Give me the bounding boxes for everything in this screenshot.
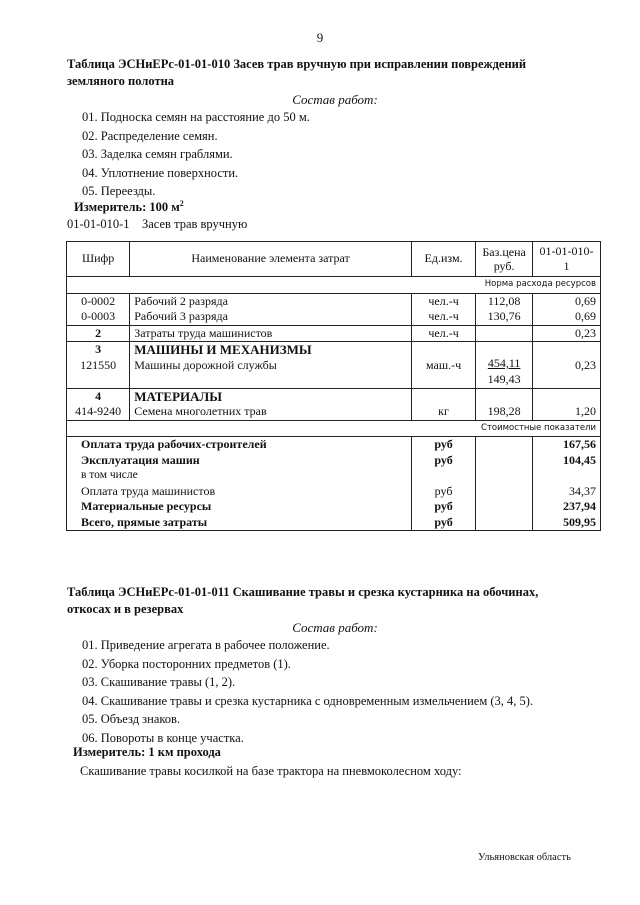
work-item: 01. Подноска семян на расстояние до 50 м. xyxy=(82,110,310,124)
norm-label: Норма расхода ресурсов xyxy=(67,277,601,294)
section-code: 4 xyxy=(67,388,130,404)
header-price: Баз.цена руб. xyxy=(476,242,533,277)
cost-value: 509,95 xyxy=(533,515,601,531)
cost-row xyxy=(67,437,601,453)
work-item: 03. Скашивание травы (1, 2). xyxy=(82,675,236,689)
cost-name: в том числе xyxy=(67,468,412,484)
table-row xyxy=(67,309,601,325)
cost-value: 237,94 xyxy=(533,499,601,515)
resource-table xyxy=(66,241,601,531)
cost-price-empty xyxy=(476,468,533,484)
table2-title: Таблица ЭСНиЕРс-01-01-011 Скашивание травы и срезка кустарника на обочинах, откосах и в резервах xyxy=(67,585,539,616)
table1-sostav-label: Состав работ: xyxy=(292,92,378,107)
table2-sostav-label: Состав работ: xyxy=(292,620,378,635)
cost-unit: руб xyxy=(411,453,475,469)
table-header-row xyxy=(67,242,601,277)
cost-value xyxy=(533,468,601,484)
header-value: 01-01-010-1 xyxy=(533,242,601,277)
cost-unit: руб xyxy=(411,515,475,531)
row-value: 0,23 xyxy=(533,325,601,342)
row-value: 1,20 xyxy=(533,388,601,420)
cost-unit xyxy=(411,468,475,484)
row-price: 198,28 xyxy=(476,388,533,420)
row-code: 2 xyxy=(67,325,130,342)
cost-row xyxy=(67,484,601,500)
row-code: 0-0002 xyxy=(67,293,130,309)
row-code: 0-0003 xyxy=(67,309,130,325)
work-item: 01. Приведение агрегата в рабочее положение. xyxy=(82,638,330,652)
section-code: 3 xyxy=(67,342,130,358)
cost-price-empty xyxy=(476,515,533,531)
cost-unit: руб xyxy=(411,484,475,500)
norm-label-row xyxy=(67,277,601,294)
header-code: Шифр xyxy=(67,242,130,277)
meter-label: Измеритель: 100 м xyxy=(74,200,180,215)
section-row xyxy=(67,388,601,404)
section-row xyxy=(67,342,601,358)
work-item: 04. Уплотнение поверхности. xyxy=(82,165,239,180)
section-name: МАШИНЫ И МЕХАНИЗМЫ xyxy=(130,342,412,358)
table1-code-line: 01-01-010-1 Засев трав вручную xyxy=(67,217,248,231)
header-unit: Ед.изм. xyxy=(411,242,475,277)
row-unit: маш.-ч xyxy=(411,342,475,389)
work-item: 05. Переезды. xyxy=(82,184,156,198)
table2-meter: Измеритель: 1 км прохода xyxy=(73,745,221,759)
row-price xyxy=(476,325,533,342)
table1-title: Таблица ЭСНиЕРс-01-01-010 Засев трав вручную при исправлении повреждений земляного полотна xyxy=(67,57,527,88)
cost-label: Стоимостные показатели xyxy=(67,420,601,437)
row-unit: чел.-ч xyxy=(411,293,475,309)
cost-label-row xyxy=(67,420,601,437)
row-unit: кг xyxy=(411,388,475,420)
row-name: Рабочий 2 разряда xyxy=(130,293,412,309)
section-name: МАТЕРИАЛЫ xyxy=(130,388,412,404)
row-name: Затраты труда машинистов xyxy=(130,325,412,342)
row-unit: чел.-ч xyxy=(411,309,475,325)
row-price: 130,76 xyxy=(476,309,533,325)
row-name: Рабочий 3 разряда xyxy=(130,309,412,325)
row-value: 0,69 xyxy=(533,293,601,309)
price-numerator: 454,11 xyxy=(487,356,521,370)
table-row xyxy=(67,293,601,309)
table1-work-list xyxy=(82,108,310,201)
cost-name: Эксплуатация машин xyxy=(67,453,412,469)
row-name: Машины дорожной службы xyxy=(130,358,412,389)
price-denominator: 149,43 xyxy=(487,371,521,386)
cost-row xyxy=(67,468,601,484)
work-item: 05. Объезд знаков. xyxy=(82,712,181,726)
page-number: 9 xyxy=(316,30,324,45)
cost-value: 167,56 xyxy=(533,437,601,453)
row-price: 112,08 xyxy=(476,293,533,309)
table-row xyxy=(67,325,601,342)
cost-name: Оплата труда рабочих-строителей xyxy=(67,437,412,453)
cost-value: 34,37 xyxy=(533,484,601,500)
cost-row xyxy=(67,515,601,531)
cost-price-empty xyxy=(476,499,533,515)
row-price xyxy=(476,342,533,389)
work-item: 02. Распределение семян. xyxy=(82,128,218,143)
work-item: 04. Скашивание травы и срезка кустарника с одновременным измельчением (3, 4, 5). xyxy=(82,693,534,708)
row-code: 414-9240 xyxy=(67,404,130,420)
work-item: 06. Повороты в конце участка. xyxy=(82,730,244,745)
cost-name: Материальные ресурсы xyxy=(67,499,412,515)
table2-work-list xyxy=(82,636,533,747)
row-value: 0,23 xyxy=(533,342,601,389)
row-value: 0,69 xyxy=(533,309,601,325)
work-item: 03. Заделка семян граблями. xyxy=(82,147,233,161)
table2-subtitle: Скашивание травы косилкой на базе трактора на пневмоколесном ходу: xyxy=(80,764,462,778)
footer-region: Ульяновская область xyxy=(478,852,571,863)
table1-meter xyxy=(74,199,184,215)
cost-value: 104,45 xyxy=(533,453,601,469)
header-name: Наименование элемента затрат xyxy=(130,242,412,277)
cost-price-empty xyxy=(476,484,533,500)
cost-unit: руб xyxy=(411,499,475,515)
row-name: Семена многолетних трав xyxy=(130,404,412,420)
cost-row xyxy=(67,499,601,515)
cost-price-empty xyxy=(476,453,533,469)
cost-price-empty xyxy=(476,437,533,453)
row-unit: чел.-ч xyxy=(411,325,475,342)
cost-row xyxy=(67,453,601,469)
cost-name: Всего, прямые затраты xyxy=(67,515,412,531)
cost-unit: руб xyxy=(411,437,475,453)
work-item: 02. Уборка посторонних предметов (1). xyxy=(82,656,291,671)
row-code: 121550 xyxy=(67,358,130,389)
meter-sup: 2 xyxy=(179,199,184,208)
cost-name: Оплата труда машинистов xyxy=(67,484,412,500)
